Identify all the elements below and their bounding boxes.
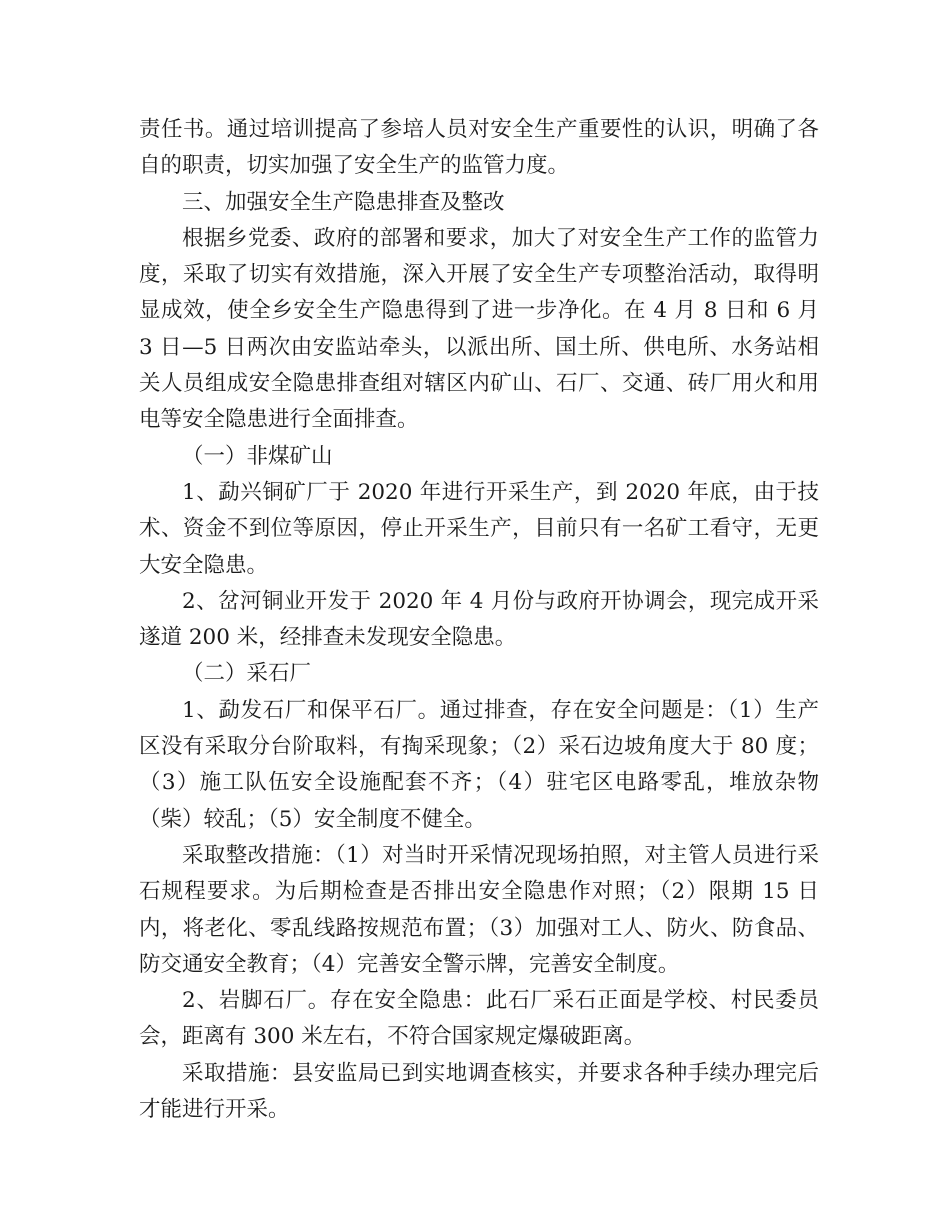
document-body — [139, 112, 819, 1128]
subsection-heading: （二）采石厂 — [182, 661, 312, 687]
paragraph-body: 2、岔河铜业开发于 2020 年 4 月份与政府开协调会，现完成开采遂道 200 米，经排查未发现安全隐患。 — [139, 588, 819, 651]
paragraph-body: 采取措施：县安监局已到实地调查核实，并要求各种手续办理完后才能进行开采。 — [139, 1060, 819, 1123]
section-heading: 三、加强安全生产隐患排查及整改 — [182, 189, 505, 215]
paragraph-body: 采取整改措施：（1）对当时开采情况现场拍照，对主管人员进行采石规程要求。为后期检查是否排出安全隐患作对照；（2）限期 15 日内，将老化、零乱线路按规范布置；（3）加强对工人、防火、防食品、防交通安全教育；（4）完善安全警示牌，完善安全制度。 — [139, 842, 819, 977]
subsection-heading: （一）非煤矿山 — [182, 443, 333, 469]
paragraph-body: 2、岩脚石厂。存在安全隐患：此石厂采石正面是学校、村民委员会，距离有 300 米左右，不符合国家规定爆破距离。 — [139, 988, 819, 1050]
paragraph-body: 1、勐发石厂和保平石厂。通过排查，存在安全问题是：（1）生产区没有采取分台阶取料，有掏采现象；（2）采石边坡角度大于 80 度；（3）施工队伍安全设施配套不齐；（4）驻宅区电路零乱，堆放杂物（柴）较乱；（5）安全制度不健全。 — [139, 697, 819, 832]
paragraph-continuation: 责任书。通过培训提高了参培人员对安全生产重要性的认识，明确了各自的职责，切实加强了安全生产的监管力度。 — [139, 117, 819, 179]
paragraph-body: 1、勐兴铜矿厂于 2020 年进行开采生产，到 2020 年底，由于技术、资金不到位等原因，停止开采生产，目前只有一名矿工看守，无更大安全隐患。 — [139, 479, 819, 578]
paragraph-body: 根据乡党委、政府的部署和要求，加大了对安全生产工作的监管力度，采取了切实有效措施，深入开展了安全生产专项整治活动，取得明显成效，使全乡安全生产隐患得到了进一步净化。在 4 月 8 日和 6 月 3 日—5 日两次由安监站牵头，以派出所、国土所、供电所、水务站相关人员组成安全隐患排查组对辖区内矿山、石厂、交通、砖厂用火和用电等安全隐患进行全面排查。 — [139, 225, 819, 433]
